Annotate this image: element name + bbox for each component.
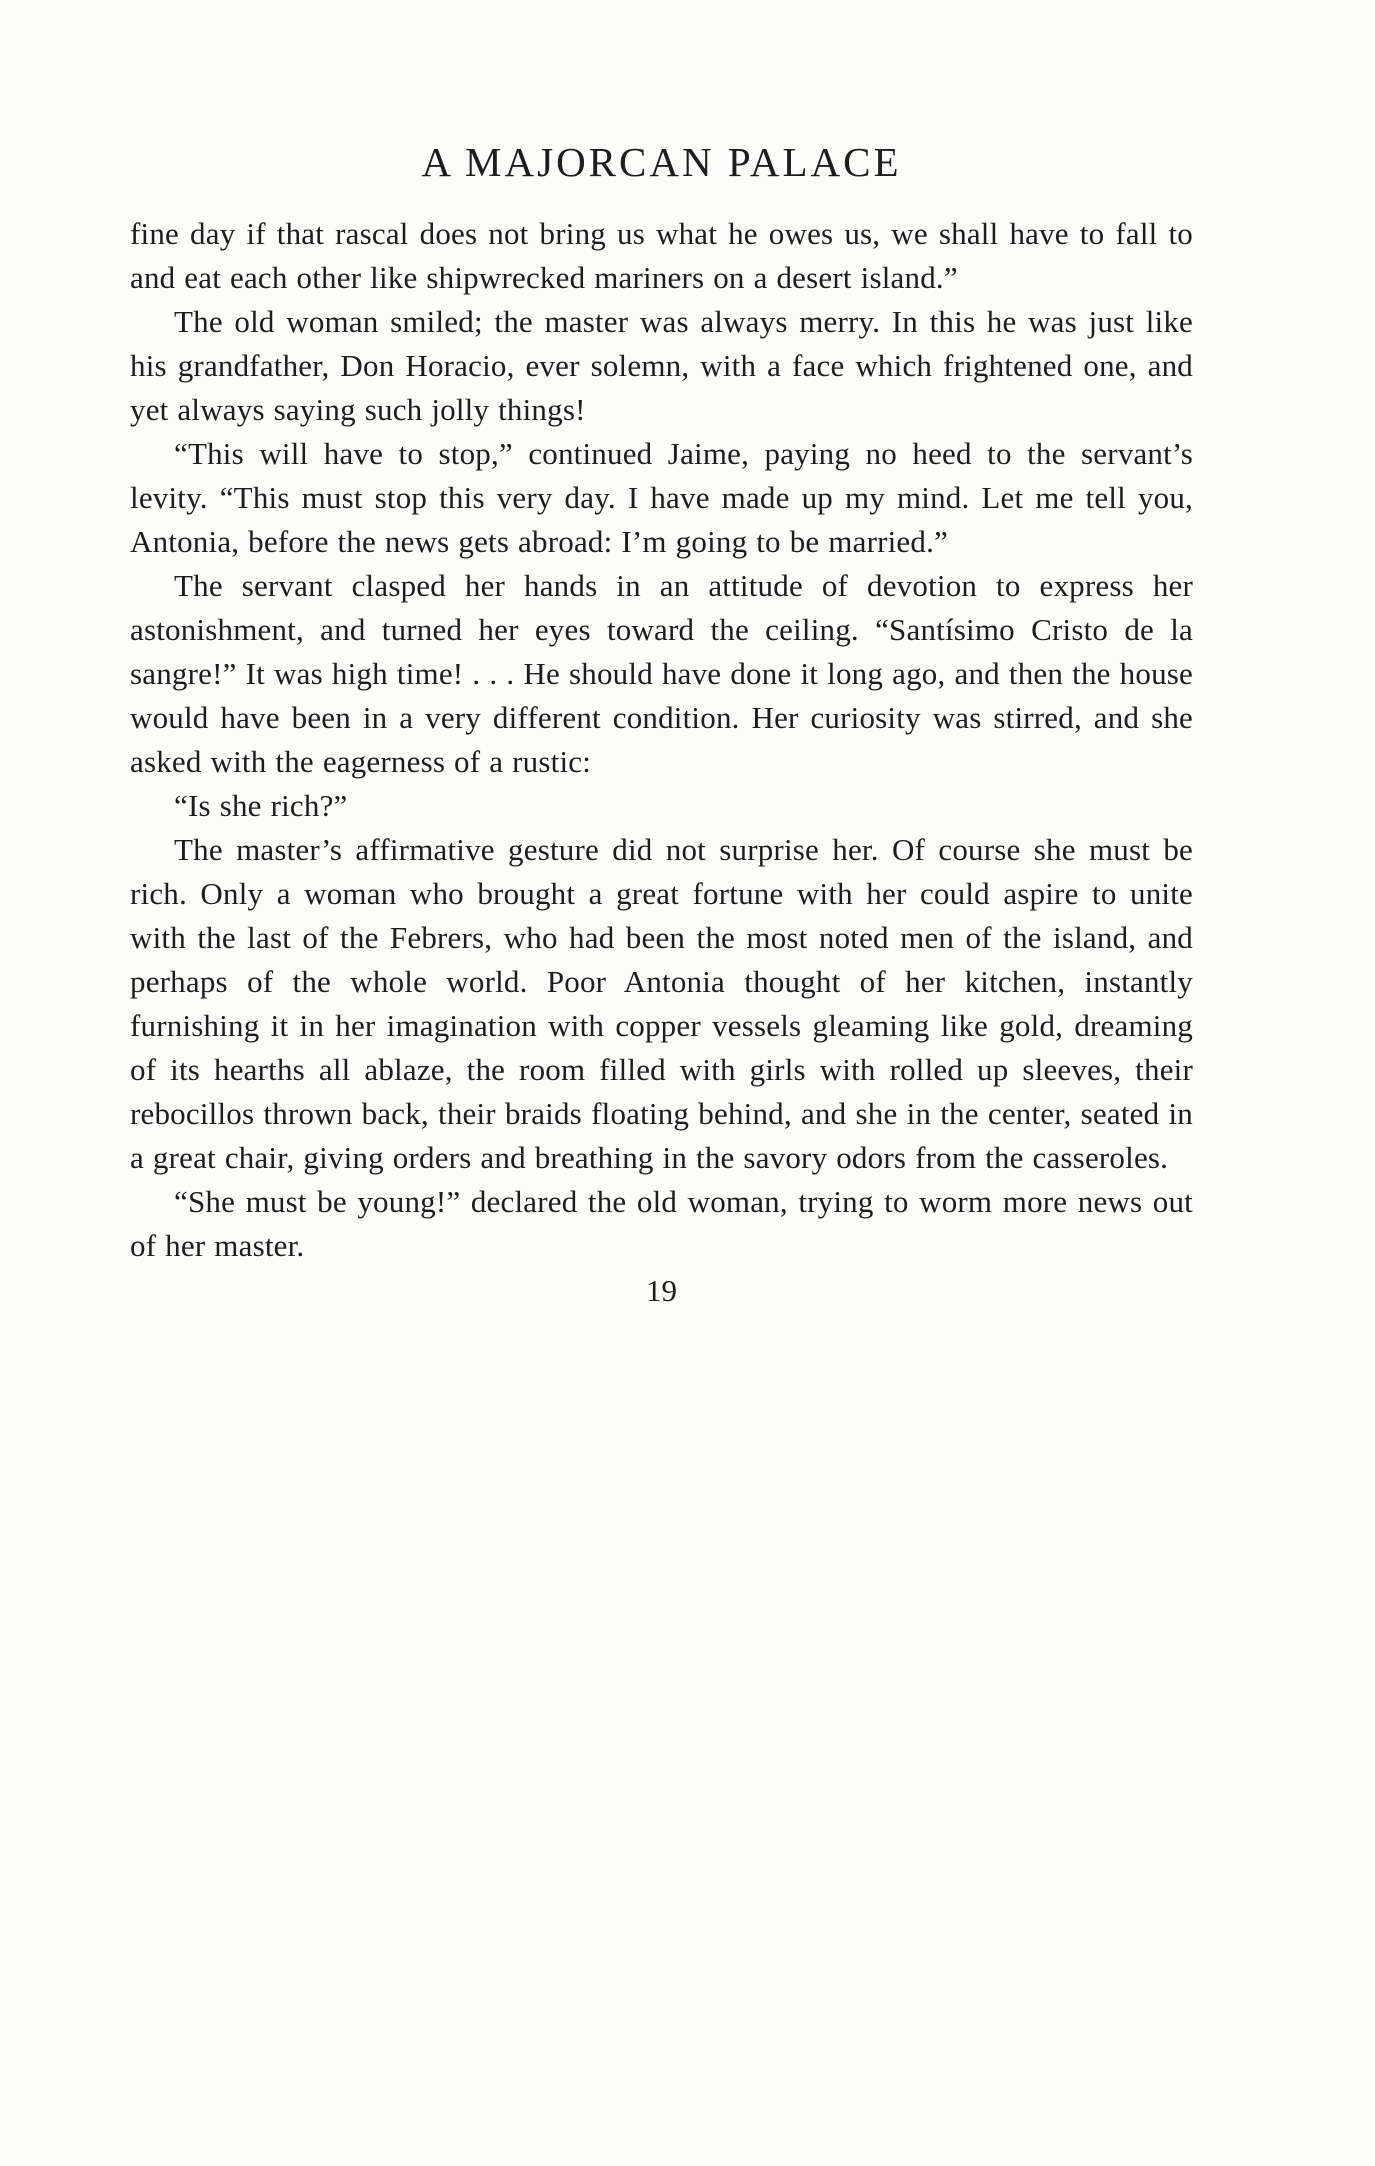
paragraph: The servant clasped her hands in an attitude of devotion to express her astonishment, and turned her eyes toward the ceiling. “Santísimo Cristo de la sangre!” It was high time! . . . He should have done it long ago, and then the house would have been in a very different condition. Her curiosity was stirred, and she asked with the eagerness of a rustic: xyxy=(130,568,1193,779)
paragraph: “She must be young!” declared the old woman, trying to worm more news out of her master. xyxy=(130,1184,1193,1263)
text-block xyxy=(130,212,1193,1268)
paragraph: The master’s affirmative gesture did not surprise her. Of course she must be rich. Only a woman who brought a great fortune with her could aspire to unite with the last of the Febrers, who had been the most noted men of the island, and perhaps of the whole world. Poor Antonia thought of her kitchen, instantly furnishing it in her imagination with copper vessels gleaming like gold, dreaming of its hearths all ablaze, the room filled with girls with rolled up sleeves, their rebocillos thrown back, their braids floating behind, and she in the center, seated in a great chair, giving orders and breathing in the savory odors from the casseroles. xyxy=(130,832,1193,1175)
paragraph: “This will have to stop,” continued Jaime, paying no heed to the servant’s levity. “This must stop this very day. I have made up my mind. Let me tell you, Antonia, before the news gets abroad: I’m going to be married.” xyxy=(130,436,1193,559)
paragraph: “Is she rich?” xyxy=(174,788,348,823)
page-title: A MAJORCAN PALACE xyxy=(421,139,902,185)
paragraph: fine day if that rascal does not bring us what he owes us, we shall have to fall to and eat each other like shipwrecked mariners on a desert island.” xyxy=(130,216,1193,295)
paragraph: The old woman smiled; the master was always merry. In this he was just like his grandfather, Don Horacio, ever solemn, with a face which frightened one, and yet always saying such jolly things! xyxy=(130,304,1193,427)
page-number: 19 xyxy=(646,1273,677,1308)
